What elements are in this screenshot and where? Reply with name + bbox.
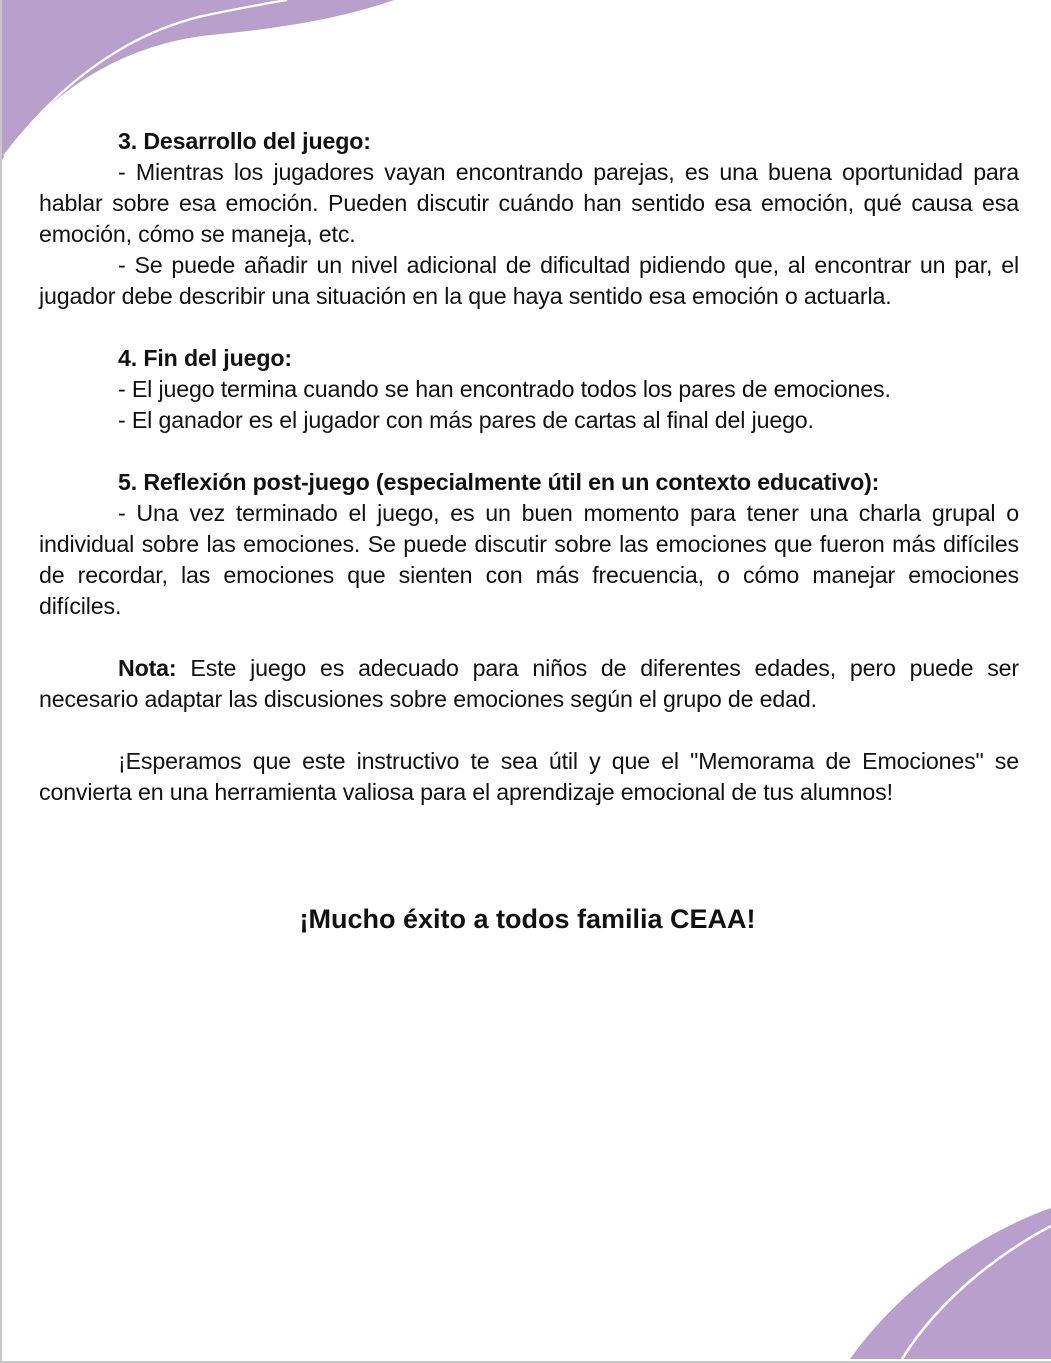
document-body xyxy=(39,126,1019,808)
section-4-heading: 4. Fin del juego: xyxy=(118,345,292,371)
wish-paragraph: ¡Esperamos que este instructivo te sea útil y que el "Memorama de Emociones" se convierta en una herramienta valiosa para el aprendizaje emocional de tus alumnos! xyxy=(39,748,1019,805)
bottom-right-wave-decoration xyxy=(840,1198,1051,1361)
note-label: Nota: xyxy=(118,655,177,681)
section-5-heading: 5. Reflexión post-juego (especialmente útil en un contexto educativo): xyxy=(118,469,880,495)
section-3-paragraph-2: - Se puede añadir un nivel adicional de dificultad pidiendo que, al encontrar un par, el jugador debe describir una situación en la que haya sentido esa emoción o actuarla. xyxy=(39,252,1019,309)
section-3-heading: 3. Desarrollo del juego: xyxy=(118,128,371,154)
closing-message: ¡Mucho éxito a todos familia CEAA! xyxy=(299,904,756,934)
section-4-paragraph-2: - El ganador es el jugador con más pares de cartas al final del juego. xyxy=(118,407,814,433)
bottom-right-wave-shape xyxy=(850,1208,1051,1359)
section-4-paragraph-1: - El juego termina cuando se han encontrado todos los pares de emociones. xyxy=(118,376,891,402)
section-5-paragraph-1: - Una vez terminado el juego, es un buen momento para tener una charla grupal o individual sobre las emociones. Se puede discutir sobre las emociones que fueron más difíciles de recordar, las emociones que sienten con más frecuencia, o cómo manejar emociones difíciles. xyxy=(39,500,1019,619)
section-3-paragraph-1: - Mientras los jugadores vayan encontrando parejas, es una buena oportunidad para hablar sobre esa emoción. Pueden discutir cuándo han sentido esa emoción, qué causa esa emoción, cómo se maneja, etc. xyxy=(39,159,1019,247)
note-paragraph xyxy=(39,653,1019,715)
note-text: Este juego es adecuado para niños de diferentes edades, pero puede ser necesario adaptar las discusiones sobre emociones según el grupo de edad. xyxy=(39,655,1019,712)
